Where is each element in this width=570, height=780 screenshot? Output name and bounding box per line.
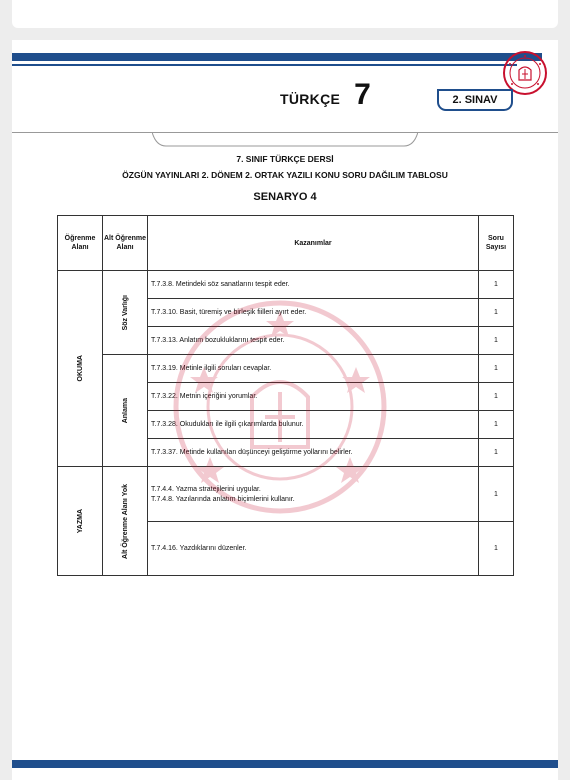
count-cell: 1 [479, 271, 514, 299]
header-curve-decoration [152, 132, 418, 148]
sub-area-cell [103, 271, 148, 355]
footer-blue-bar [12, 760, 558, 768]
area-cell-yazma [58, 467, 103, 576]
subject-title [280, 80, 371, 110]
objective-cell: T.7.3.28. Okudukları ile ilgili çıkarımlarda bulunur. [148, 411, 479, 439]
sub-area-label: Alt Öğrenme Alanı Yok [121, 483, 129, 559]
area-label: YAZMA [76, 508, 84, 534]
count-cell: 1 [479, 522, 514, 576]
count-cell: 1 [479, 411, 514, 439]
objective-cell: T.7.4.16. Yazdıklarını düzenler. [148, 522, 479, 576]
document-subtitle: ÖZGÜN YAYINLARI 2. DÖNEM 2. ORTAK YAZILI KONU SORU DAĞILIM TABLOSU [122, 170, 448, 180]
area-label: OKUMA [76, 355, 84, 382]
document-title: 7. SINIF TÜRKÇE DERSİ [236, 154, 334, 164]
objective-cell: T.7.3.19. Metinle ilgili soruları cevaplar. [148, 355, 479, 383]
table-row [58, 271, 514, 299]
table-header-row [58, 216, 514, 271]
count-cell: 1 [479, 467, 514, 522]
header-objectives: Kazanımlar [148, 216, 479, 271]
count-cell: 1 [479, 327, 514, 355]
area-cell-okuma [58, 271, 103, 467]
table-row [58, 355, 514, 383]
objective-cell: T.7.3.8. Metindeki söz sanatlarını tespit eder. [148, 271, 479, 299]
objective-cell [148, 467, 479, 522]
count-cell: 1 [479, 355, 514, 383]
table-row [58, 467, 514, 522]
header-sub-area: Alt Öğrenme Alanı [103, 216, 148, 271]
header-blue-line [12, 64, 517, 66]
header-blue-bar [12, 53, 542, 61]
count-cell: 1 [479, 383, 514, 411]
grade-number: 7 [354, 78, 371, 111]
subject-name: TÜRKÇE [280, 91, 341, 107]
sub-area-cell [103, 355, 148, 467]
objective-cell: T.7.3.13. Anlatım bozukluklarını tespit eder. [148, 327, 479, 355]
sub-area-label: Söz Varlığı [121, 294, 129, 331]
objective-line: T.7.4.8. Yazılarında anlatım biçimlerini kullanır. [151, 495, 295, 503]
scenario-title: SENARYO 4 [253, 191, 317, 203]
exam-badge: 2. SINAV [437, 89, 513, 111]
count-cell: 1 [479, 299, 514, 327]
sub-area-label: Anlama [121, 397, 129, 424]
header-area: Öğrenme Alanı [58, 216, 103, 271]
count-cell: 1 [479, 439, 514, 467]
previous-page-edge [12, 0, 558, 28]
objective-cell: T.7.3.10. Basit, türemiş ve birleşik fiilleri ayırt eder. [148, 299, 479, 327]
objective-cell: T.7.3.22. Metnin içeriğini yorumlar. [148, 383, 479, 411]
sub-area-cell [103, 467, 148, 576]
document-page [12, 40, 558, 780]
objective-cell: T.7.3.37. Metinde kullanılan düşünceyi geliştirme yollarını belirler. [148, 439, 479, 467]
distribution-table [57, 215, 514, 576]
header-count: Soru Sayısı [479, 216, 514, 271]
objective-line: T.7.4.4. Yazma stratejilerini uygular. [151, 485, 261, 493]
